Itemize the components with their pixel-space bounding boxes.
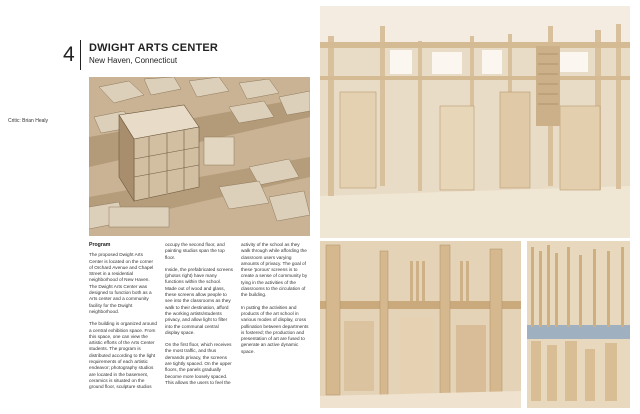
screen-detail-photo-2 [527, 241, 630, 408]
program-paragraph: activity of the school as they walk through while affording the classroom users varying amounts of privacy. The goal of these 'porous' screens is to create a sense of community by tying in the activities of the classrooms to the circulation of the building. [241, 242, 308, 298]
project-number: 4 [63, 43, 75, 66]
program-paragraph: The proposed Dwight Arts Center is located on the corner of Orchard Avenue and Chapel Street in a residential neighborhood of New Haven. The Dwight Arts Center was designed to function both as a Arts center and a community facility for the Dwight neighborhood. [89, 252, 154, 314]
program-column-2 [165, 242, 233, 392]
program-paragraph: In putting the activities and products of the art school in various modes of display, cross pollination between departments is fostered; the production and presentation of art are fused to generate an active dynamic space. [241, 304, 309, 354]
program-column-1 [89, 242, 157, 397]
site-model-photo [89, 77, 310, 236]
header-divider [80, 40, 81, 70]
project-location: New Haven, Connecticut [89, 56, 178, 65]
program-paragraph: On the first floor, which receives the most traffic, and thus demands privacy, the screens are tightly spaced. On the upper floors, the panels gradually become more loosely spaced. This allows the users to feel the [165, 342, 232, 385]
program-column-3 [241, 242, 309, 361]
critic-credit: Critic: Brian Healy [8, 118, 49, 124]
program-heading: Program [89, 242, 111, 248]
project-title: DWIGHT ARTS CENTER [89, 42, 219, 54]
program-paragraph: Inside, the prefabricated screens (photos right) have many functions within the school. Made out of wood and glass, these screens allow people to see into the classrooms as they walk to their destination, afford the working artists/students privacy, and allow light to filter into the communal central display space. [165, 266, 234, 335]
program-paragraph: occupy the second floor, and painting studios span the top floor. [165, 242, 225, 260]
screen-detail-photo-1 [320, 241, 521, 408]
program-paragraph: The building is organized around a central exhibition space. From this space, one can view the artistic efforts of the Arts Center students. The program is distributed according to the light requirements of each artistic endeavor; photography studios are located in the basement, ceramics is situated on the ground floor, sculpture studios [89, 321, 158, 390]
interior-model-photo [320, 6, 630, 238]
